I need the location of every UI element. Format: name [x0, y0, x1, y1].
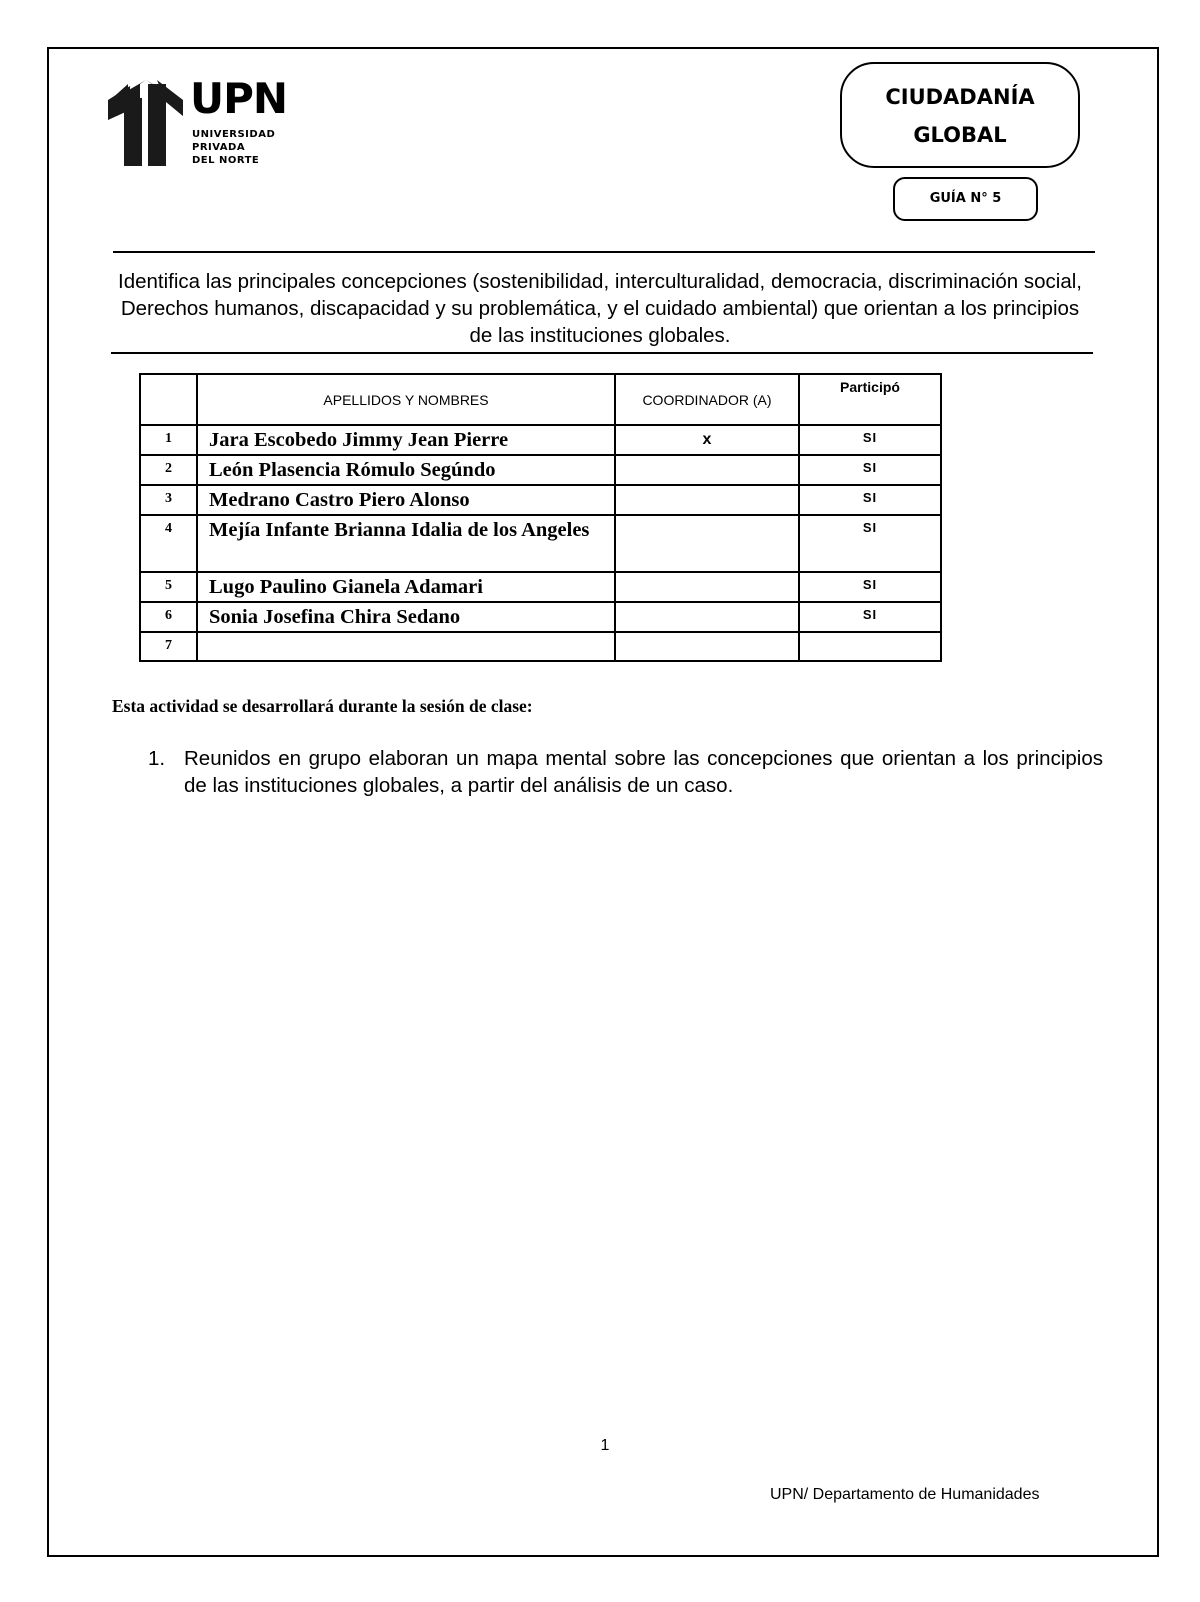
row-name: Jara Escobedo Jimmy Jean Pierre — [197, 425, 615, 455]
table-row — [140, 632, 941, 661]
row-participated: SI — [799, 455, 941, 485]
page-number: 1 — [600, 1437, 610, 1454]
row-number: 2 — [140, 455, 197, 485]
table-row — [140, 425, 941, 455]
table-row — [140, 602, 941, 632]
row-name: León Plasencia Rómulo Segúndo — [197, 455, 615, 485]
course-title-line: CIUDADANÍA — [885, 85, 1035, 109]
row-coordinator — [615, 515, 799, 572]
row-participated — [799, 632, 941, 661]
course-title-line: GLOBAL — [913, 123, 1007, 147]
header-number — [140, 374, 197, 425]
row-participated: SI — [799, 425, 941, 455]
row-name: Medrano Castro Piero Alonso — [197, 485, 615, 515]
logo-subtitle-line: DEL NORTE — [192, 155, 260, 166]
activity-intro: Esta actividad se desarrollará durante la sesión de clase: — [112, 696, 533, 716]
logo-subtitle-line: UNIVERSIDAD — [192, 129, 276, 140]
objective-top-rule — [113, 251, 1095, 253]
table-row — [140, 455, 941, 485]
row-participated: SI — [799, 515, 941, 572]
list-item-text: Reunidos en grupo elaboran un mapa mental sobre las concepciones que orientan a los principios de las instituciones globales, a partir del análisis de un caso. — [184, 747, 1103, 797]
table-row — [140, 515, 941, 572]
row-name: Sonia Josefina Chira Sedano — [197, 602, 615, 632]
row-number: 1 — [140, 425, 197, 455]
footer-department: UPN/ Departamento de Humanidades — [770, 1486, 1040, 1503]
logo-wordmark: UPN — [190, 74, 288, 123]
table-row — [140, 572, 941, 602]
upn-arrow-icon — [108, 80, 183, 166]
row-name: Lugo Paulino Gianela Adamari — [197, 572, 615, 602]
row-coordinator — [615, 632, 799, 661]
table-row — [140, 485, 941, 515]
row-participated: SI — [799, 572, 941, 602]
row-number: 3 — [140, 485, 197, 515]
row-number: 5 — [140, 572, 197, 602]
logo-subtitle-line: PRIVADA — [192, 142, 246, 153]
row-number: 4 — [140, 515, 197, 572]
table-header-row — [140, 374, 941, 425]
row-name — [197, 632, 615, 661]
row-coordinator — [615, 455, 799, 485]
row-participated: SI — [799, 485, 941, 515]
row-number: 6 — [140, 602, 197, 632]
header-coordinator: COORDINADOR (A) — [615, 374, 799, 425]
objective-bottom-rule — [111, 352, 1093, 354]
list-item — [148, 745, 1103, 799]
guide-label: GUÍA N° 5 — [893, 177, 1038, 221]
logo-subtitle — [192, 128, 275, 167]
row-coordinator — [615, 602, 799, 632]
row-coordinator — [615, 485, 799, 515]
upn-logo — [108, 74, 288, 170]
list-item-number: 1. — [148, 747, 166, 770]
header-names: APELLIDOS Y NOMBRES — [197, 374, 615, 425]
row-coordinator — [615, 572, 799, 602]
row-name: Mejía Infante Brianna Idalia de los Angeles — [197, 515, 615, 572]
course-title-box — [840, 62, 1080, 168]
row-participated: SI — [799, 602, 941, 632]
header-participated: Participó — [799, 374, 941, 425]
row-coordinator: x — [615, 425, 799, 455]
members-table — [139, 373, 942, 662]
objective-text: Identifica las principales concepciones (sostenibilidad, interculturalidad, democracia, discriminación social, Derechos humanos, discapacidad y su problemática, y el cuidado ambiental) que orientan a los principios de las instituciones globales. — [118, 270, 1082, 347]
activity-list — [148, 745, 1103, 799]
row-number: 7 — [140, 632, 197, 661]
